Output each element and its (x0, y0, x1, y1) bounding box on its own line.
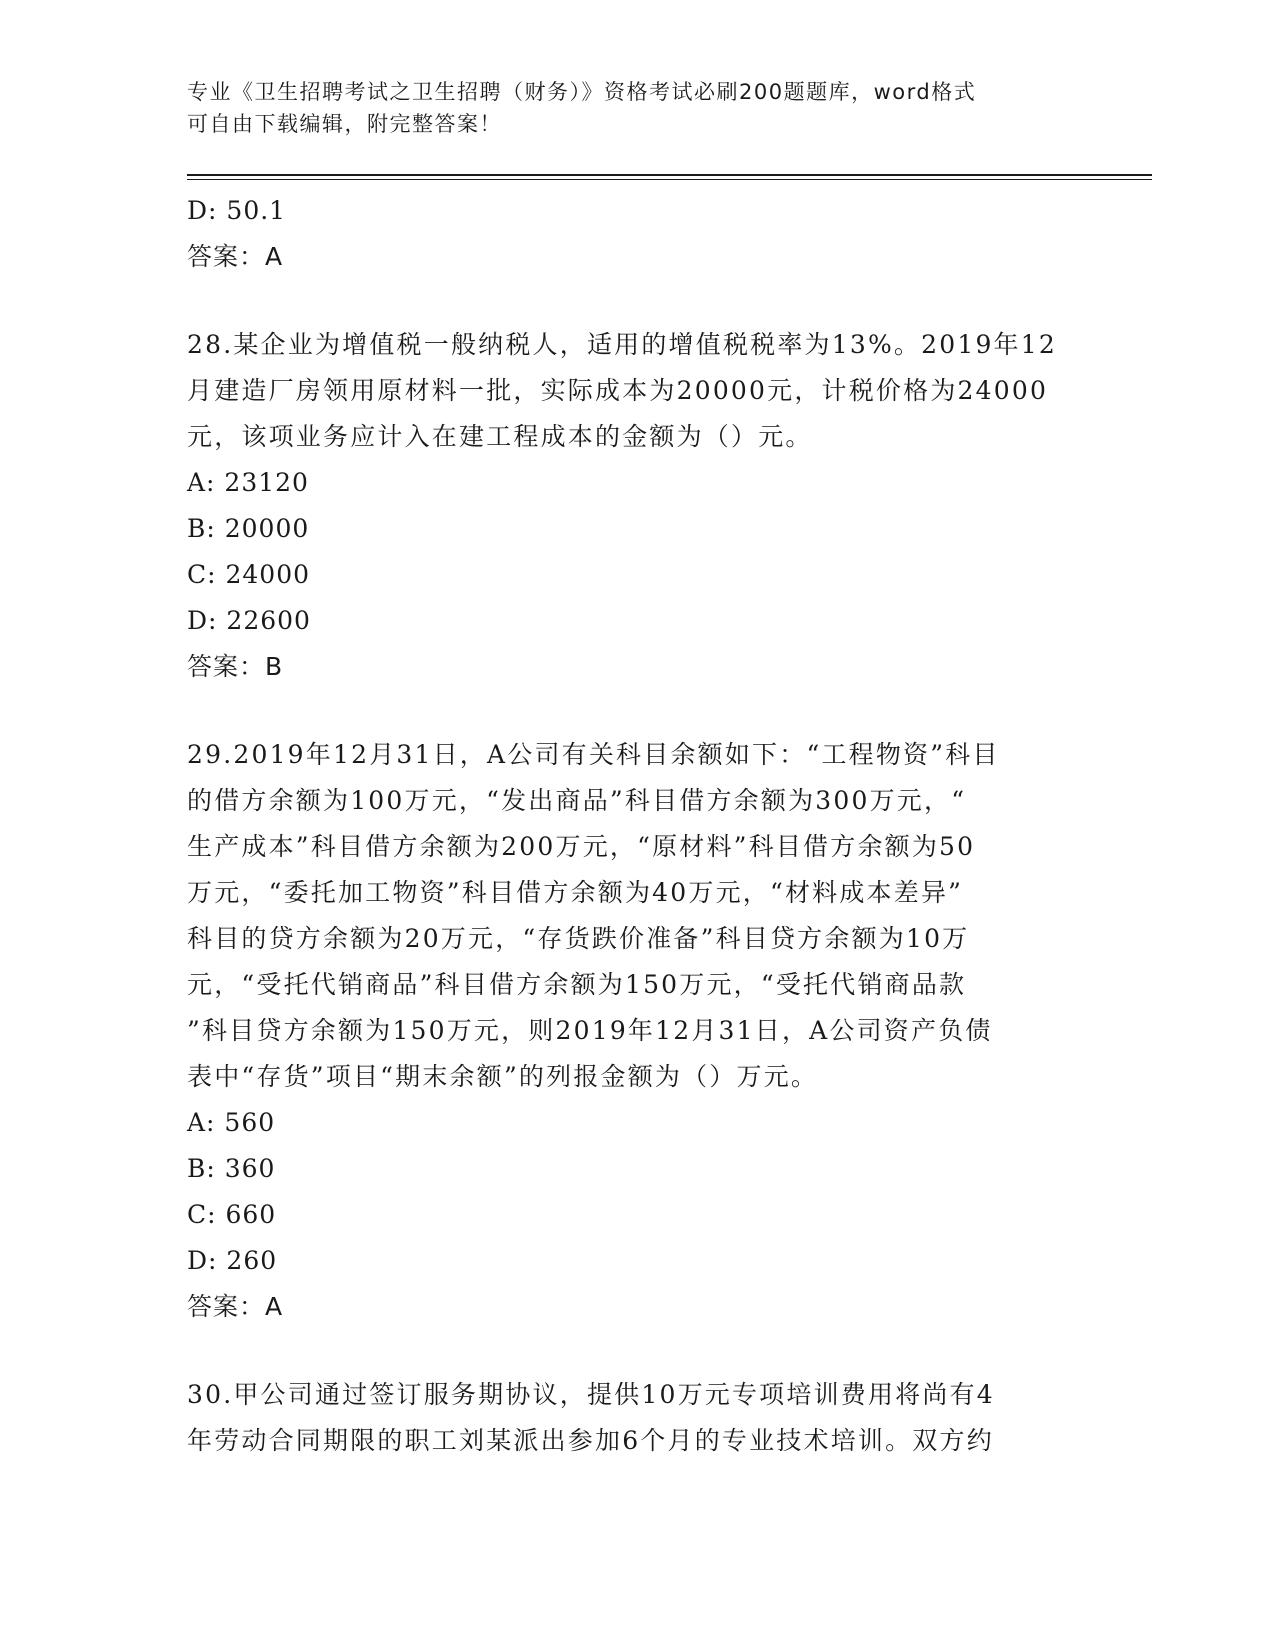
q27-option-d: D: 50.1 (187, 196, 287, 225)
q29-stem-line: 的借方余额为100万元，“发出商品”科目借方余额为300万元，“ (187, 786, 967, 815)
q29-option-d: D: 260 (187, 1246, 278, 1275)
q29-stem-line: 科目的贷方余额为20万元，“存货跌价准备”科目贷方余额为10万 (187, 924, 970, 953)
q28-stem (187, 322, 1087, 460)
q30-stem-line: 30.甲公司通过签订服务期协议，提供10万元专项培训费用将尚有4 (187, 1380, 995, 1409)
q30-stem (187, 1372, 1087, 1464)
q29-stem-line: 29.2019年12月31日，A公司有关科目余额如下：“工程物资”科目 (187, 740, 1000, 769)
q28-option-d: D: 22600 (187, 606, 311, 635)
q29-stem-line: 生产成本”科目借方余额为200万元，“原材料”科目借方余额为50 (187, 832, 976, 861)
header-title-line-1: 专业《卫生招聘考试之卫生招聘（财务）》资格考试必刷200题题库，word格式 (187, 80, 977, 104)
q29-option-a: A: 560 (187, 1108, 276, 1137)
q30-stem-line: 年劳动合同期限的职工刘某派出参加6个月的专业技术培训。双方约 (187, 1426, 994, 1455)
q29-stem (187, 732, 1087, 1100)
q29-stem-line: ”科目贷方余额为150万元，则2019年12月31日，A公司资产负债 (187, 1016, 993, 1045)
q29-option-b: B: 360 (187, 1154, 276, 1183)
q28-option-a: A: 23120 (187, 468, 309, 497)
q27-answer: 答案：A (187, 242, 284, 271)
header-title-line-2: 可自由下载编辑，附完整答案！ (187, 112, 502, 136)
q29-answer: 答案：A (187, 1292, 284, 1321)
q28-option-b: B: 20000 (187, 514, 310, 543)
q28-option-c: C: 24000 (187, 560, 311, 589)
header-divider-thin (187, 179, 1152, 180)
q29-stem-line: 表中“存货”项目“期末余额”的列报金额为（）万元。 (187, 1062, 819, 1091)
q28-stem-line: 月建造厂房领用原材料一批，实际成本为20000元，计税价格为24000 (187, 376, 1049, 405)
q28-answer: 答案：B (187, 652, 284, 681)
q28-stem-line: 28.某企业为增值税一般纳税人，适用的增值税税率为13%。2019年12 (187, 330, 1057, 359)
document-body (187, 188, 1087, 1464)
q29-stem-line: 万元，“委托加工物资”科目借方余额为40万元，“材料成本差异” (187, 878, 964, 907)
q29-stem-line: 元，“受托代销商品”科目借方余额为150万元，“受托代销商品款 (187, 970, 967, 999)
header-divider-thick (187, 174, 1152, 176)
q28-stem-line: 元，该项业务应计入在建工程成本的金额为（）元。 (187, 422, 813, 451)
page-header (187, 76, 1067, 140)
q29-option-c: C: 660 (187, 1200, 277, 1229)
